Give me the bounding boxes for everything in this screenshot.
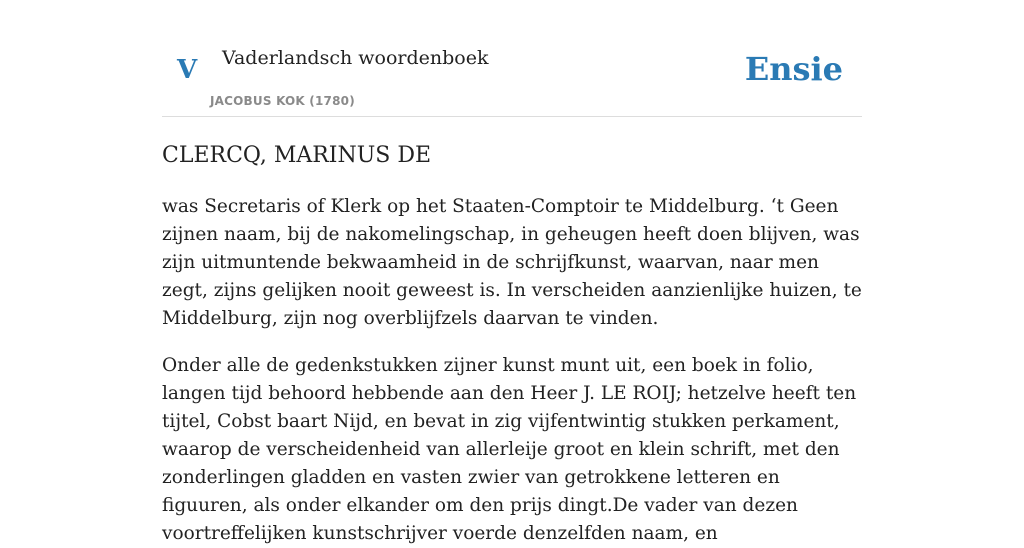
- book-author: JACOBUS KOK (1780): [210, 94, 355, 108]
- entry-title: CLERCQ, MARINUS DE: [162, 143, 432, 168]
- entry-paragraph: Onder alle de gedenkstukken zijner kunst munt uit, een boek in folio, langen tijd behoord hebbende aan den Heer J. LE ROIJ; hetzelve heeft ten tijtel, Cobst baart Nijd, en bevat in zig vijfentwintig stukken perkament, waarop de verscheidenheid van allerleije groot en klein schrift, met den zonderlingen gladden en vasten zwier van getrokkene letteren en figuuren, als onder elkander om den prijs dingt.De vader van dezen voortreffelijken kunstschrijver voerde denzelfden naam, en: [162, 355, 857, 544]
- book-title-link[interactable]: Vaderlandsch woordenboek: [222, 47, 489, 69]
- book-letter-icon: V: [177, 55, 198, 85]
- content-column: [162, 0, 862, 548]
- ensie-logo[interactable]: Ensie: [744, 50, 843, 88]
- book-header: [162, 0, 862, 117]
- entry-paragraph: was Secretaris of Klerk op het Staaten-Comptoir te Middelburg. ‘t Geen zijnen naam, bij de nakomelingschap, in geheugen heeft doen blijven, was zijn uitmuntende bekwaamheid in de schrijfkunst, waarvan, naar men zegt, zijns gelijken nooit geweest is. In verscheiden aanzienlijke huizen, te Middelburg, zijn nog overblijfzels daarvan te vinden.: [162, 196, 862, 329]
